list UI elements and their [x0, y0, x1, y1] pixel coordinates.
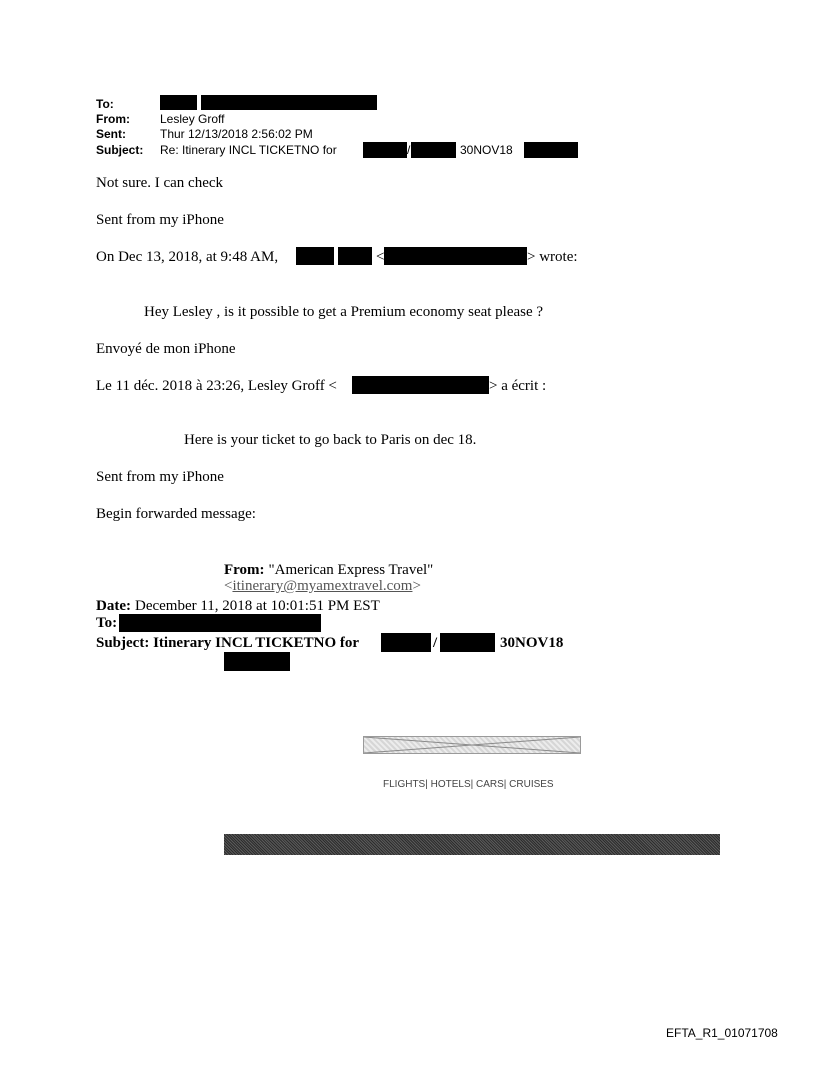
redaction-block — [338, 247, 372, 265]
quote-header-dec11: Le 11 déc. 2018 à 23:26, Lesley Groff < — [96, 378, 337, 394]
fwd-date-line — [96, 597, 380, 615]
redaction-block — [224, 652, 290, 671]
quote-wrote: > wrote: — [527, 249, 578, 265]
quote-a-ecrit: > a écrit : — [489, 378, 547, 394]
redaction-block — [381, 633, 431, 652]
broken-image-placeholder — [363, 736, 581, 754]
redaction-block — [411, 142, 456, 158]
document-id: EFTA_R1_01071708 — [666, 1026, 778, 1040]
subject-slash: / — [407, 143, 411, 157]
subject-value — [160, 143, 337, 157]
fwd-date-value: December 11, 2018 at 10:01:51 PM EST — [134, 598, 380, 614]
redaction-block — [384, 247, 527, 265]
subject-label: Subject: — [96, 143, 144, 157]
quote-lt: < — [376, 249, 385, 265]
redaction-block — [296, 247, 334, 265]
fwd-from-email-line — [224, 578, 421, 595]
ticket-message: Here is your ticket to go back to Paris on dec 18. — [184, 432, 477, 448]
reply-line: Not sure. I can check — [96, 175, 224, 191]
redaction-block — [160, 95, 197, 110]
fwd-subject-label: Subject: — [96, 635, 150, 651]
fwd-to-label: To: — [96, 615, 118, 631]
fwd-from-email-link[interactable]: itinerary@myamextravel.com — [232, 578, 413, 594]
forward-intro: Begin forwarded message: — [96, 506, 256, 522]
sent-label: Sent: — [96, 127, 126, 141]
subject-date: 30NOV18 — [460, 143, 513, 157]
from-value: Lesley Groff — [160, 112, 225, 126]
redaction-block — [201, 95, 377, 110]
fwd-from-label: From: — [224, 562, 265, 578]
fwd-subject-line — [96, 635, 359, 652]
redaction-block — [119, 614, 321, 632]
quoted-message: Hey Lesley , is it possible to get a Premium economy seat please ? — [144, 304, 544, 320]
fwd-from-value: "American Express Travel" — [268, 562, 434, 578]
travel-nav-links[interactable]: FLIGHTS| HOTELS| CARS| CRUISES — [383, 779, 554, 790]
quote-header-dec13: On Dec 13, 2018, at 9:48 AM, — [96, 249, 279, 265]
signature-line: Sent from my iPhone — [96, 212, 224, 228]
redaction-block — [363, 142, 407, 158]
redaction-block — [524, 142, 578, 158]
fwd-from-line — [224, 561, 433, 579]
to-label: To: — [96, 97, 114, 111]
fwd-subject-date: 30NOV18 — [500, 635, 564, 651]
sent-value: Thur 12/13/2018 2:56:02 PM — [160, 127, 313, 141]
banner-bar — [224, 834, 720, 855]
fwd-subject-value: Itinerary INCL TICKETNO for — [153, 635, 360, 651]
redaction-block — [440, 633, 495, 652]
fwd-email-lt: < — [224, 578, 233, 594]
fwd-subject-slash: / — [433, 635, 438, 651]
signature-line-fr: Envoyé de mon iPhone — [96, 341, 236, 357]
broken-image-icon — [364, 737, 580, 753]
signature-line: Sent from my iPhone — [96, 469, 224, 485]
fwd-email-gt: > — [412, 578, 421, 594]
subject-prefix: Re: Itinerary INCL TICKETNO for — [160, 143, 337, 157]
redaction-block — [352, 376, 489, 394]
fwd-date-label: Date: — [96, 598, 131, 614]
from-label: From: — [96, 112, 130, 126]
